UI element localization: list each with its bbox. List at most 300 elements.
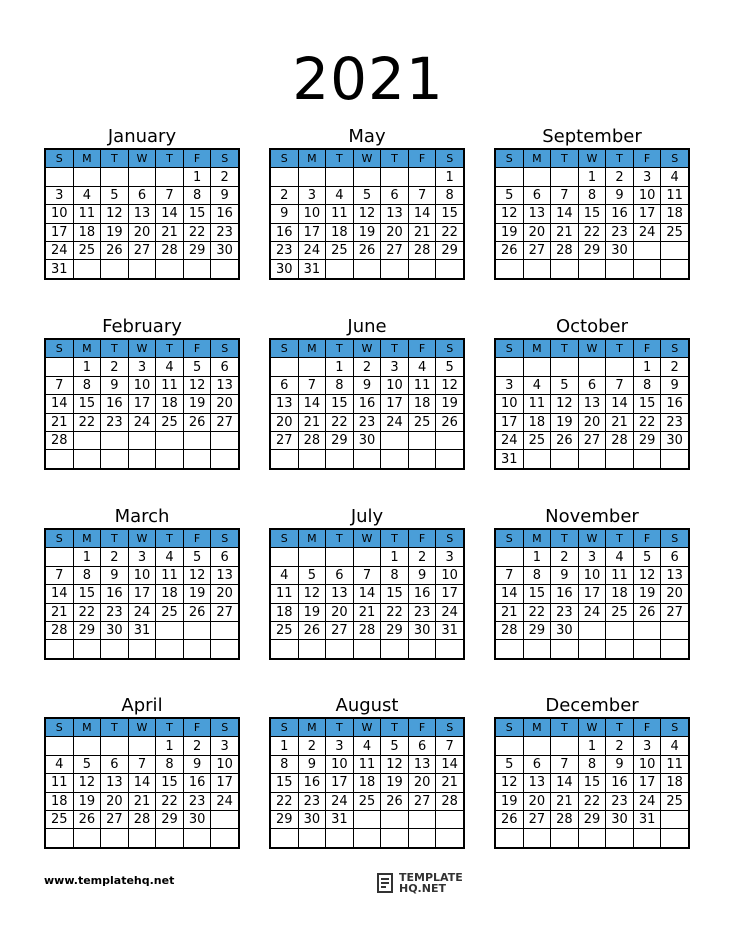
day-cell: 4 xyxy=(270,566,298,584)
weekday-header: W xyxy=(353,718,381,737)
day-cell: 16 xyxy=(551,585,579,603)
day-cell: 10 xyxy=(298,205,326,223)
day-cell: 12 xyxy=(381,755,409,773)
day-cell: 7 xyxy=(495,566,523,584)
day-cell: 7 xyxy=(606,376,634,394)
week-row xyxy=(45,755,239,773)
empty-cell xyxy=(45,358,73,376)
weekday-header: T xyxy=(156,718,184,737)
month-table xyxy=(494,717,690,849)
day-cell: 13 xyxy=(578,395,606,413)
day-cell: 26 xyxy=(436,413,464,431)
weekday-header: S xyxy=(436,339,464,358)
day-cell: 22 xyxy=(326,413,354,431)
empty-cell xyxy=(381,431,409,449)
week-row xyxy=(270,450,464,469)
weekday-header: T xyxy=(381,718,409,737)
day-cell: 6 xyxy=(408,737,436,755)
day-cell: 11 xyxy=(661,755,689,773)
day-cell: 22 xyxy=(183,223,211,241)
day-cell: 16 xyxy=(606,205,634,223)
weekday-header-row xyxy=(495,529,689,548)
weekday-header-row xyxy=(270,718,464,737)
empty-cell xyxy=(551,450,579,469)
empty-cell xyxy=(183,640,211,659)
weekday-header: F xyxy=(183,529,211,548)
empty-cell xyxy=(578,640,606,659)
day-cell: 16 xyxy=(661,395,689,413)
weekday-header: W xyxy=(128,149,156,168)
weekday-header: F xyxy=(183,149,211,168)
empty-cell xyxy=(183,260,211,279)
day-cell: 14 xyxy=(436,755,464,773)
day-cell: 4 xyxy=(353,737,381,755)
day-cell: 8 xyxy=(183,186,211,204)
weekday-header: M xyxy=(298,718,326,737)
day-cell: 6 xyxy=(128,186,156,204)
day-cell: 14 xyxy=(45,585,73,603)
week-row xyxy=(270,548,464,566)
day-cell: 29 xyxy=(578,241,606,259)
day-cell: 8 xyxy=(381,566,409,584)
day-cell: 8 xyxy=(270,755,298,773)
day-cell: 17 xyxy=(211,774,239,792)
day-cell: 9 xyxy=(183,755,211,773)
weekday-header: W xyxy=(128,718,156,737)
day-cell: 24 xyxy=(45,241,73,259)
day-cell: 9 xyxy=(298,755,326,773)
empty-cell xyxy=(45,829,73,848)
day-cell: 19 xyxy=(183,585,211,603)
empty-cell xyxy=(45,548,73,566)
week-row xyxy=(45,413,239,431)
day-cell: 13 xyxy=(211,566,239,584)
empty-cell xyxy=(298,168,326,186)
weekday-header: W xyxy=(353,149,381,168)
day-cell: 17 xyxy=(128,585,156,603)
day-cell: 9 xyxy=(661,376,689,394)
empty-cell xyxy=(73,829,101,848)
day-cell: 28 xyxy=(45,621,73,639)
empty-cell xyxy=(633,640,661,659)
empty-cell xyxy=(495,640,523,659)
month-name: February xyxy=(102,316,182,337)
empty-cell xyxy=(606,260,634,279)
day-cell: 12 xyxy=(298,585,326,603)
week-row xyxy=(495,585,689,603)
week-row xyxy=(270,186,464,204)
empty-cell xyxy=(578,621,606,639)
weekday-header: M xyxy=(523,718,551,737)
weekday-header: F xyxy=(408,149,436,168)
day-cell: 8 xyxy=(326,376,354,394)
weekday-header: F xyxy=(408,529,436,548)
day-cell: 26 xyxy=(495,241,523,259)
empty-cell xyxy=(381,810,409,828)
weekday-header: S xyxy=(270,718,298,737)
empty-cell xyxy=(606,640,634,659)
empty-cell xyxy=(661,829,689,848)
day-cell: 30 xyxy=(551,621,579,639)
day-cell: 18 xyxy=(45,792,73,810)
day-cell: 17 xyxy=(298,223,326,241)
day-cell: 20 xyxy=(661,585,689,603)
weekday-header-row xyxy=(45,339,239,358)
day-cell: 25 xyxy=(353,792,381,810)
empty-cell xyxy=(128,829,156,848)
day-cell: 24 xyxy=(128,603,156,621)
weekday-header: W xyxy=(353,339,381,358)
day-cell: 9 xyxy=(270,205,298,223)
empty-cell xyxy=(353,548,381,566)
day-cell: 2 xyxy=(298,737,326,755)
weekday-header: M xyxy=(73,529,101,548)
day-cell: 17 xyxy=(128,395,156,413)
weekday-header: S xyxy=(45,339,73,358)
day-cell: 5 xyxy=(633,548,661,566)
empty-cell xyxy=(73,737,101,755)
empty-cell xyxy=(101,431,129,449)
day-cell: 19 xyxy=(298,603,326,621)
empty-cell xyxy=(661,621,689,639)
day-cell: 2 xyxy=(606,168,634,186)
day-cell: 15 xyxy=(523,585,551,603)
day-cell: 19 xyxy=(73,792,101,810)
empty-cell xyxy=(661,260,689,279)
day-cell: 15 xyxy=(578,205,606,223)
day-cell: 15 xyxy=(578,774,606,792)
day-cell: 19 xyxy=(353,223,381,241)
day-cell: 2 xyxy=(408,548,436,566)
empty-cell xyxy=(495,829,523,848)
day-cell: 12 xyxy=(183,376,211,394)
day-cell: 28 xyxy=(298,431,326,449)
day-cell: 8 xyxy=(73,566,101,584)
month-name: August xyxy=(335,695,399,716)
empty-cell xyxy=(381,829,409,848)
day-cell: 11 xyxy=(156,376,184,394)
month-table xyxy=(494,338,690,470)
week-row xyxy=(495,829,689,848)
day-cell: 18 xyxy=(523,413,551,431)
empty-cell xyxy=(606,450,634,469)
empty-cell xyxy=(408,168,436,186)
day-cell: 28 xyxy=(353,621,381,639)
empty-cell xyxy=(326,260,354,279)
day-cell: 20 xyxy=(270,413,298,431)
empty-cell xyxy=(523,168,551,186)
week-row xyxy=(495,603,689,621)
weekday-header: T xyxy=(381,149,409,168)
day-cell: 18 xyxy=(326,223,354,241)
empty-cell xyxy=(578,260,606,279)
weekday-header: T xyxy=(326,529,354,548)
day-cell: 29 xyxy=(578,810,606,828)
week-row xyxy=(270,810,464,828)
day-cell: 10 xyxy=(211,755,239,773)
day-cell: 29 xyxy=(381,621,409,639)
day-cell: 12 xyxy=(495,774,523,792)
day-cell: 7 xyxy=(551,755,579,773)
weekday-header: S xyxy=(45,718,73,737)
day-cell: 25 xyxy=(523,431,551,449)
empty-cell xyxy=(408,260,436,279)
weekday-header: F xyxy=(408,718,436,737)
week-row xyxy=(45,737,239,755)
empty-cell xyxy=(45,450,73,469)
empty-cell xyxy=(353,260,381,279)
weekday-header-row xyxy=(45,149,239,168)
weekday-header: S xyxy=(661,149,689,168)
day-cell: 21 xyxy=(156,223,184,241)
empty-cell xyxy=(156,621,184,639)
week-row xyxy=(45,640,239,659)
week-row xyxy=(495,223,689,241)
day-cell: 20 xyxy=(381,223,409,241)
day-cell: 21 xyxy=(495,603,523,621)
day-cell: 14 xyxy=(45,395,73,413)
day-cell: 20 xyxy=(523,223,551,241)
day-cell: 2 xyxy=(606,737,634,755)
day-cell: 6 xyxy=(211,358,239,376)
day-cell: 3 xyxy=(211,737,239,755)
week-row xyxy=(270,566,464,584)
day-cell: 5 xyxy=(183,548,211,566)
day-cell: 9 xyxy=(211,186,239,204)
day-cell: 1 xyxy=(578,737,606,755)
day-cell: 26 xyxy=(183,413,211,431)
week-row xyxy=(495,358,689,376)
month-name: December xyxy=(545,695,639,716)
day-cell: 7 xyxy=(128,755,156,773)
day-cell: 28 xyxy=(495,621,523,639)
day-cell: 26 xyxy=(551,431,579,449)
week-row xyxy=(45,395,239,413)
month-table xyxy=(44,338,240,470)
empty-cell xyxy=(156,450,184,469)
empty-cell xyxy=(353,640,381,659)
weekday-header: F xyxy=(633,529,661,548)
empty-cell xyxy=(101,640,129,659)
day-cell: 3 xyxy=(326,737,354,755)
day-cell: 28 xyxy=(408,241,436,259)
empty-cell xyxy=(101,260,129,279)
weekday-header: S xyxy=(270,529,298,548)
day-cell: 14 xyxy=(551,774,579,792)
week-row xyxy=(270,603,464,621)
day-cell: 3 xyxy=(436,548,464,566)
month-name: April xyxy=(121,695,163,716)
day-cell: 23 xyxy=(353,413,381,431)
day-cell: 27 xyxy=(270,431,298,449)
weekday-header: M xyxy=(523,339,551,358)
day-cell: 29 xyxy=(523,621,551,639)
week-row xyxy=(45,621,239,639)
empty-cell xyxy=(183,829,211,848)
day-cell: 19 xyxy=(495,792,523,810)
day-cell: 12 xyxy=(436,376,464,394)
empty-cell xyxy=(353,168,381,186)
day-cell: 26 xyxy=(633,603,661,621)
weekday-header: T xyxy=(156,529,184,548)
day-cell: 23 xyxy=(270,241,298,259)
week-row xyxy=(495,792,689,810)
empty-cell xyxy=(523,358,551,376)
month-name: November xyxy=(545,506,639,527)
day-cell: 19 xyxy=(381,774,409,792)
day-cell: 25 xyxy=(156,603,184,621)
weekday-header: F xyxy=(633,718,661,737)
day-cell: 19 xyxy=(495,223,523,241)
day-cell: 21 xyxy=(128,792,156,810)
day-cell: 1 xyxy=(326,358,354,376)
day-cell: 11 xyxy=(353,755,381,773)
day-cell: 12 xyxy=(101,205,129,223)
empty-cell xyxy=(436,810,464,828)
day-cell: 27 xyxy=(211,413,239,431)
day-cell: 1 xyxy=(73,358,101,376)
day-cell: 30 xyxy=(661,431,689,449)
empty-cell xyxy=(211,640,239,659)
weekday-header: S xyxy=(661,718,689,737)
weekday-header-row xyxy=(270,529,464,548)
day-cell: 23 xyxy=(101,413,129,431)
year-title: 2021 xyxy=(292,45,444,113)
weekday-header: T xyxy=(606,339,634,358)
day-cell: 16 xyxy=(353,395,381,413)
day-cell: 30 xyxy=(353,431,381,449)
day-cell: 26 xyxy=(298,621,326,639)
weekday-header: S xyxy=(45,529,73,548)
day-cell: 1 xyxy=(270,737,298,755)
empty-cell xyxy=(408,829,436,848)
day-cell: 1 xyxy=(381,548,409,566)
day-cell: 4 xyxy=(45,755,73,773)
empty-cell xyxy=(73,431,101,449)
weekday-header: W xyxy=(128,339,156,358)
weekday-header: T xyxy=(381,529,409,548)
day-cell: 11 xyxy=(326,205,354,223)
day-cell: 24 xyxy=(326,792,354,810)
day-cell: 23 xyxy=(606,792,634,810)
weekday-header-row xyxy=(495,149,689,168)
empty-cell xyxy=(551,260,579,279)
day-cell: 24 xyxy=(633,792,661,810)
day-cell: 1 xyxy=(523,548,551,566)
day-cell: 23 xyxy=(298,792,326,810)
day-cell: 10 xyxy=(495,395,523,413)
day-cell: 11 xyxy=(156,566,184,584)
week-row xyxy=(45,829,239,848)
day-cell: 10 xyxy=(436,566,464,584)
day-cell: 17 xyxy=(633,774,661,792)
day-cell: 27 xyxy=(326,621,354,639)
day-cell: 16 xyxy=(270,223,298,241)
day-cell: 8 xyxy=(633,376,661,394)
month-table xyxy=(269,717,465,849)
day-cell: 16 xyxy=(298,774,326,792)
empty-cell xyxy=(436,260,464,279)
day-cell: 26 xyxy=(73,810,101,828)
day-cell: 30 xyxy=(101,621,129,639)
weekday-header: S xyxy=(495,718,523,737)
day-cell: 6 xyxy=(523,755,551,773)
empty-cell xyxy=(495,168,523,186)
week-row xyxy=(45,223,239,241)
day-cell: 21 xyxy=(551,792,579,810)
day-cell: 2 xyxy=(270,186,298,204)
empty-cell xyxy=(156,829,184,848)
day-cell: 7 xyxy=(436,737,464,755)
day-cell: 5 xyxy=(183,358,211,376)
day-cell: 13 xyxy=(211,376,239,394)
day-cell: 3 xyxy=(633,737,661,755)
day-cell: 26 xyxy=(353,241,381,259)
day-cell: 26 xyxy=(101,241,129,259)
day-cell: 18 xyxy=(661,205,689,223)
day-cell: 17 xyxy=(633,205,661,223)
month-name: May xyxy=(348,126,386,147)
day-cell: 11 xyxy=(606,566,634,584)
empty-cell xyxy=(101,168,129,186)
day-cell: 17 xyxy=(326,774,354,792)
empty-cell xyxy=(436,829,464,848)
month-table xyxy=(269,338,465,470)
empty-cell xyxy=(578,358,606,376)
day-cell: 28 xyxy=(436,792,464,810)
day-cell: 28 xyxy=(45,431,73,449)
week-row xyxy=(270,737,464,755)
week-row xyxy=(270,621,464,639)
empty-cell xyxy=(523,829,551,848)
day-cell: 5 xyxy=(495,186,523,204)
weekday-header: T xyxy=(101,339,129,358)
day-cell: 22 xyxy=(578,792,606,810)
empty-cell xyxy=(298,548,326,566)
day-cell: 26 xyxy=(183,603,211,621)
week-row xyxy=(495,168,689,186)
weekday-header-row xyxy=(45,718,239,737)
month-name: June xyxy=(347,316,387,337)
day-cell: 9 xyxy=(606,755,634,773)
footer-url[interactable]: www.templatehq.net xyxy=(44,874,175,887)
day-cell: 21 xyxy=(436,774,464,792)
logo-wordmark xyxy=(399,872,463,894)
day-cell: 20 xyxy=(211,585,239,603)
week-row xyxy=(270,413,464,431)
day-cell: 14 xyxy=(551,205,579,223)
weekday-header: T xyxy=(101,718,129,737)
week-row xyxy=(270,640,464,659)
empty-cell xyxy=(156,260,184,279)
day-cell: 13 xyxy=(101,774,129,792)
day-cell: 16 xyxy=(606,774,634,792)
day-cell: 21 xyxy=(298,413,326,431)
empty-cell xyxy=(408,431,436,449)
empty-cell xyxy=(270,168,298,186)
weekday-header: S xyxy=(45,149,73,168)
day-cell: 7 xyxy=(353,566,381,584)
week-row xyxy=(45,431,239,449)
day-cell: 16 xyxy=(101,395,129,413)
weekday-header: W xyxy=(578,529,606,548)
day-cell: 25 xyxy=(156,413,184,431)
week-row xyxy=(270,358,464,376)
empty-cell xyxy=(101,829,129,848)
day-cell: 13 xyxy=(270,395,298,413)
empty-cell xyxy=(578,829,606,848)
month-table xyxy=(44,717,240,849)
